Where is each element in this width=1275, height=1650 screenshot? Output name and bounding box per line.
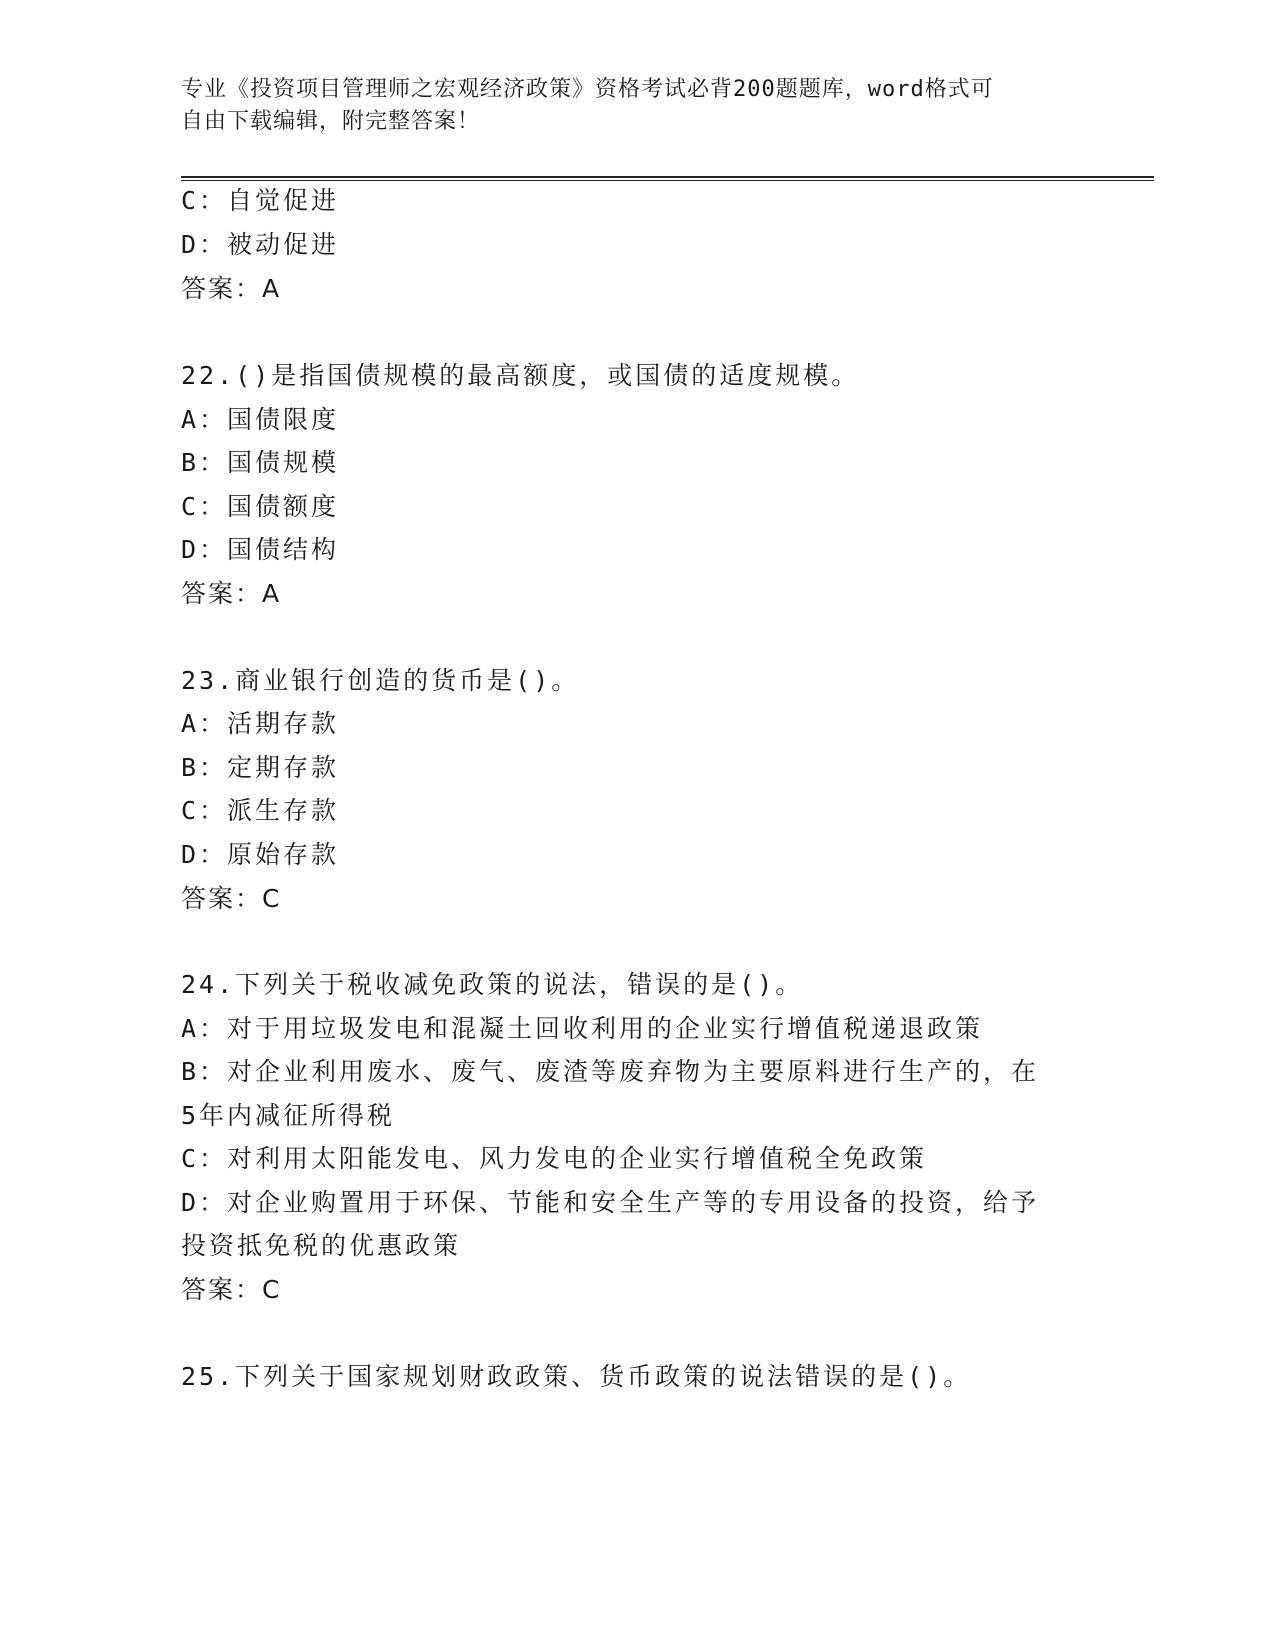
header-divider xyxy=(181,176,1154,181)
q23-option-d: D：原始存款 xyxy=(181,840,340,869)
header-line-2: 自由下载编辑，附完整答案！ xyxy=(181,109,481,134)
q24-option-d-line-1: D：对企业购置用于环保、节能和安全生产等的专用设备的投资，给予 xyxy=(181,1188,1040,1217)
q25-stem: 25.下列关于国家规划财政政策、货币政策的说法错误的是()。 xyxy=(181,1362,972,1391)
q21-answer: 答案：A xyxy=(181,274,282,303)
q23-option-b: B：定期存款 xyxy=(181,753,340,782)
q22-option-d: D：国债结构 xyxy=(181,535,340,564)
q24-answer: 答案：C xyxy=(181,1275,282,1304)
q22-stem: 22.()是指国债规模的最高额度，或国债的适度规模。 xyxy=(181,361,860,390)
q23-answer: 答案：C xyxy=(181,884,282,913)
q24-option-b-line-2: 5年内减征所得税 xyxy=(181,1101,396,1130)
q22-option-c: C：国债额度 xyxy=(181,492,340,521)
q23-option-a: A：活期存款 xyxy=(181,709,340,738)
q22-option-a: A：国债限度 xyxy=(181,405,340,434)
q21-option-c: C：自觉促进 xyxy=(181,186,340,215)
q22-answer: 答案：A xyxy=(181,579,282,608)
q22-option-b: B：国债规模 xyxy=(181,448,340,477)
page-header xyxy=(181,74,1041,138)
q24-option-a: A：对于用垃圾发电和混凝土回收利用的企业实行增值税递退政策 xyxy=(181,1014,984,1043)
header-line-1: 专业《投资项目管理师之宏观经济政策》资格考试必背200题题库，word格式可 xyxy=(181,77,994,102)
q23-stem: 23.商业银行创造的货币是()。 xyxy=(181,666,580,695)
q24-option-c: C：对利用太阳能发电、风力发电的企业实行增值税全免政策 xyxy=(181,1144,928,1173)
q24-option-b-line-1: B：对企业利用废水、废气、废渣等废弃物为主要原料进行生产的，在 xyxy=(181,1057,1040,1086)
q24-stem: 24.下列关于税收减免政策的说法，错误的是()。 xyxy=(181,970,804,999)
q24-option-d-line-2: 投资抵免税的优惠政策 xyxy=(181,1231,462,1260)
q23-option-c: C：派生存款 xyxy=(181,796,340,825)
q21-option-d: D：被动促进 xyxy=(181,230,340,259)
